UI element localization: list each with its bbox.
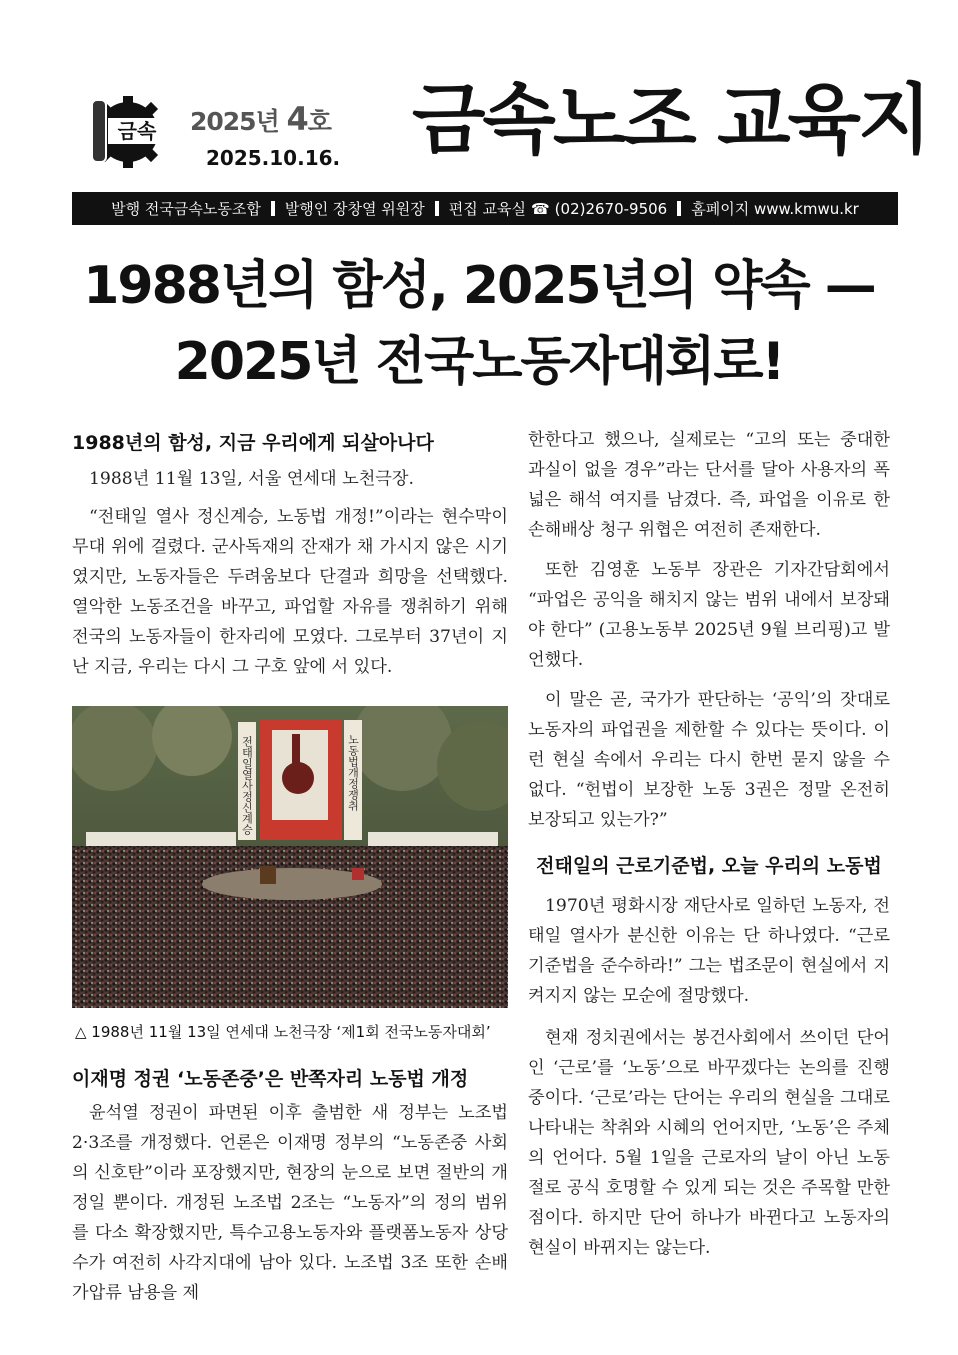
publisher: 발행 전국금속노동조합 (111, 200, 261, 218)
paragraph: 현재 정치권에서는 봉건사회에서 쓰이던 단어인 ‘근로’를 ‘노동’으로 바꾸겠다는 논의를 진행 중이다. ‘근로’라는 단어는 우리의 현실을 그대로 나타내는 착취와 시혜의 언어지만, ‘노동’은 주체의 언어다. 5월 1일을 근로자의 날이 아닌 노동절로 공식 호명할 수 있게 되는 것은 주목할 만한 점이다. 하지만 단어 하나가 바뀐다고 노동자의 현실이 바뀌지는 않는다. (528, 1028, 890, 1258)
issue-number: 2025년 4호 (190, 100, 331, 138)
logo-text: 금속 (117, 119, 157, 143)
article-section-2 (72, 1064, 508, 1308)
paragraph: 한한다고 했으나, 실제로는 “고의 또는 중대한 과실이 없을 경우”라는 단서를 달아 사용자의 폭넓은 해석 여지를 남겼다. 즉, 파업을 이유로 한 손해배상 청구 위협은 여전히 존재한다. (528, 430, 890, 540)
divider (271, 201, 275, 216)
banner-right-text: 노동법개정쟁취 (346, 734, 360, 811)
section-heading: 1988년의 함성, 지금 우리에게 되살아나다 (72, 432, 434, 454)
section-heading: 전태일의 근로기준법, 오늘 우리의 노동법 (536, 855, 882, 877)
paragraph: 또한 김영훈 노동부 장관은 기자간담회에서 “파업은 공익을 해치지 않는 범위 내에서 보장돼야 한다” (고용노동부 2025년 9월 브리핑)고 발언했다. (528, 560, 890, 670)
paragraph: 1970년 평화시장 재단사로 일하던 노동자, 전태일 열사가 분신한 이유는 단 하나였다. “근로기준법을 준수하라!” 그는 법조문이 현실에서 지켜지지 않는 모순에 절망했다. (528, 896, 890, 1006)
article-right-column (528, 425, 890, 1263)
phone-icon: ☎ (530, 199, 550, 218)
issuer: 발행인 장창열 위원장 (284, 200, 425, 218)
homepage-link[interactable]: 홈페이지 www.kmwu.kr (691, 200, 859, 218)
photo-caption: △ 1988년 11월 13일 연세대 노천극장 ‘제1회 전국노동자대회’ (75, 1023, 491, 1041)
paragraph: “전태일 열사 정신계승, 노동법 개정!”이라는 현수막이 무대 위에 걸렸다. 군사독재의 잔재가 채 가시지 않은 시기였지만, 노동자들은 두려움보다 단결과 희망을 선택했다. 열악한 노동조건을 바꾸고, 파업할 자유를 쟁취하기 위해 전국의 노동자들이 한자리에 모였다. 그로부터 37년이 지난 지금, 우리는 다시 그 구호 앞에 서 있다. (72, 507, 508, 677)
publication-title: 금속노조 교육지 (412, 75, 929, 164)
rally-photo (72, 706, 508, 1008)
paragraph: 윤석열 정권이 파면된 이후 출범한 새 정부는 노조법 2·3조를 개정했다. 언론은 이재명 정부의 “노동존중 사회의 신호탄”이라 포장했지만, 현장의 눈으로 보면 절반의 개정일 뿐이다. 개정된 노조법 2조는 “노동자”의 정의 범위를 다소 확장했지만, 특수고용노동자와 플랫폼노동자 상당수가 여전히 사각지대에 남아 있다. 노조법 3조 또한 손배가압류 남용을 제 (72, 1103, 508, 1303)
issue-date: 2025.10.16. (206, 146, 341, 170)
article-section-1 (72, 428, 508, 682)
divider (435, 201, 439, 216)
editor: 편집 교육실 (448, 200, 526, 218)
paragraph: 1988년 11월 13일, 서울 연세대 노천극장. (89, 469, 414, 489)
phone-number: (02)2670-9506 (554, 199, 668, 218)
headline-line-2: 2025년 전국노동자대회로! (174, 332, 784, 392)
banner-left-text: 전태일열사정신계승 (240, 736, 254, 835)
section-heading: 이재명 정권 ‘노동존중’은 반쪽자리 노동법 개정 (72, 1068, 469, 1090)
headline-line-1: 1988년의 함성, 2025년의 약속 — (83, 256, 875, 316)
headline (60, 248, 898, 400)
union-logo (82, 92, 174, 172)
publisher-info-bar (72, 192, 898, 225)
paragraph: 이 말은 곧, 국가가 판단하는 ‘공익’의 잣대로 노동자의 파업권을 제한할 수 있다는 뜻이다. 이런 현실 속에서 우리는 다시 한번 묻지 않을 수 없다. “헌법이 보장한 노동 3권은 정말 온전히 보장되고 있는가?” (528, 690, 890, 830)
divider (677, 201, 681, 216)
